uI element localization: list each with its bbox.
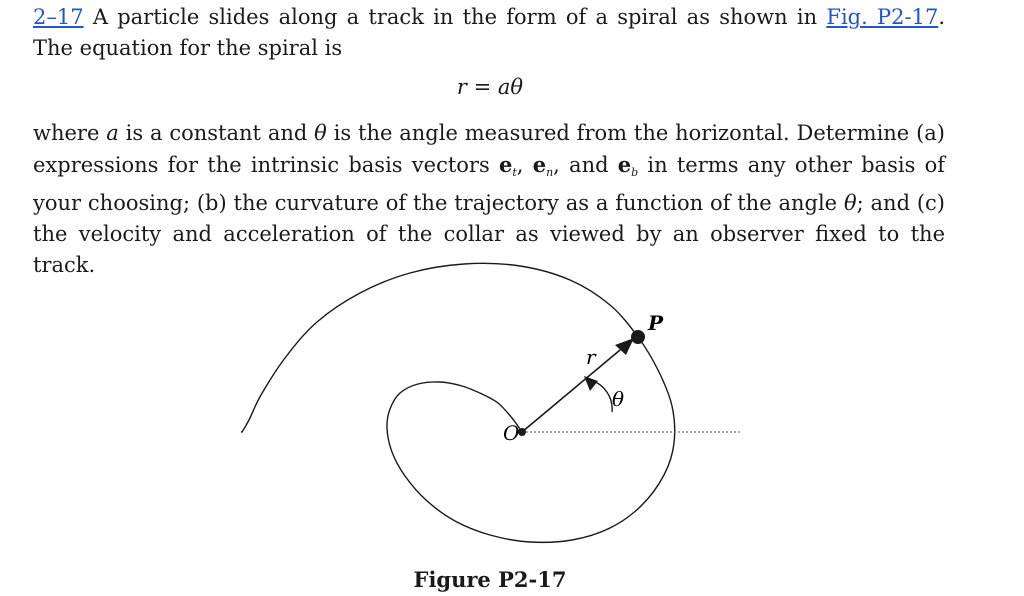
body-text-5: in terms any other basis of your choosing; (b) the curvature of the trajectory as a function of the angle: [33, 153, 945, 215]
label-theta: θ: [612, 387, 625, 411]
equation-rhs: aθ: [497, 75, 524, 99]
var-theta: θ: [314, 121, 327, 145]
spiral-track: [241, 263, 675, 542]
var-a: a: [106, 121, 119, 145]
problem-intro: [33, 2, 945, 64]
problem-intro-end: . The equation for the spiral is: [33, 5, 946, 60]
var-theta-2: θ: [843, 191, 857, 215]
label-r: r: [586, 345, 596, 369]
figure-caption: Figure P2-17: [413, 567, 567, 592]
spiral-figure: [0, 250, 1024, 565]
equation-lhs: r: [456, 75, 467, 99]
label-p: P: [648, 311, 664, 335]
problem-intro-text: A particle slides along a track in the form of a spiral as shown in: [83, 5, 827, 29]
equation-equals: =: [466, 75, 498, 99]
subscript-t: t: [512, 166, 517, 179]
problem-number-link[interactable]: 2–17: [33, 5, 84, 29]
separator-1: ,: [516, 153, 533, 177]
body-text-2: is a constant and: [118, 121, 315, 145]
body-text-1: where: [33, 121, 107, 145]
vector-e-t: e: [498, 152, 513, 177]
spiral-equation: [0, 75, 980, 99]
body-text-4: , and: [553, 153, 618, 177]
radius-vector: [522, 345, 626, 432]
figure-reference-link[interactable]: Fig. P2-17: [826, 5, 939, 29]
theta-arrowhead: [584, 376, 598, 391]
body-text-3: is the angle measured from the horizontal. Determine (a) expressions for the intrinsic basis vectors: [33, 121, 945, 177]
label-o: O: [503, 421, 520, 445]
vector-e-n: e: [532, 152, 547, 177]
vector-e-b: e: [617, 152, 632, 177]
subscript-n: n: [546, 166, 554, 179]
subscript-b: b: [631, 166, 639, 179]
body-text-6: ; and (c) the velocity and acceleration of the collar as viewed by an observer fixed to the track.: [33, 191, 945, 277]
particle-p: [631, 330, 645, 344]
